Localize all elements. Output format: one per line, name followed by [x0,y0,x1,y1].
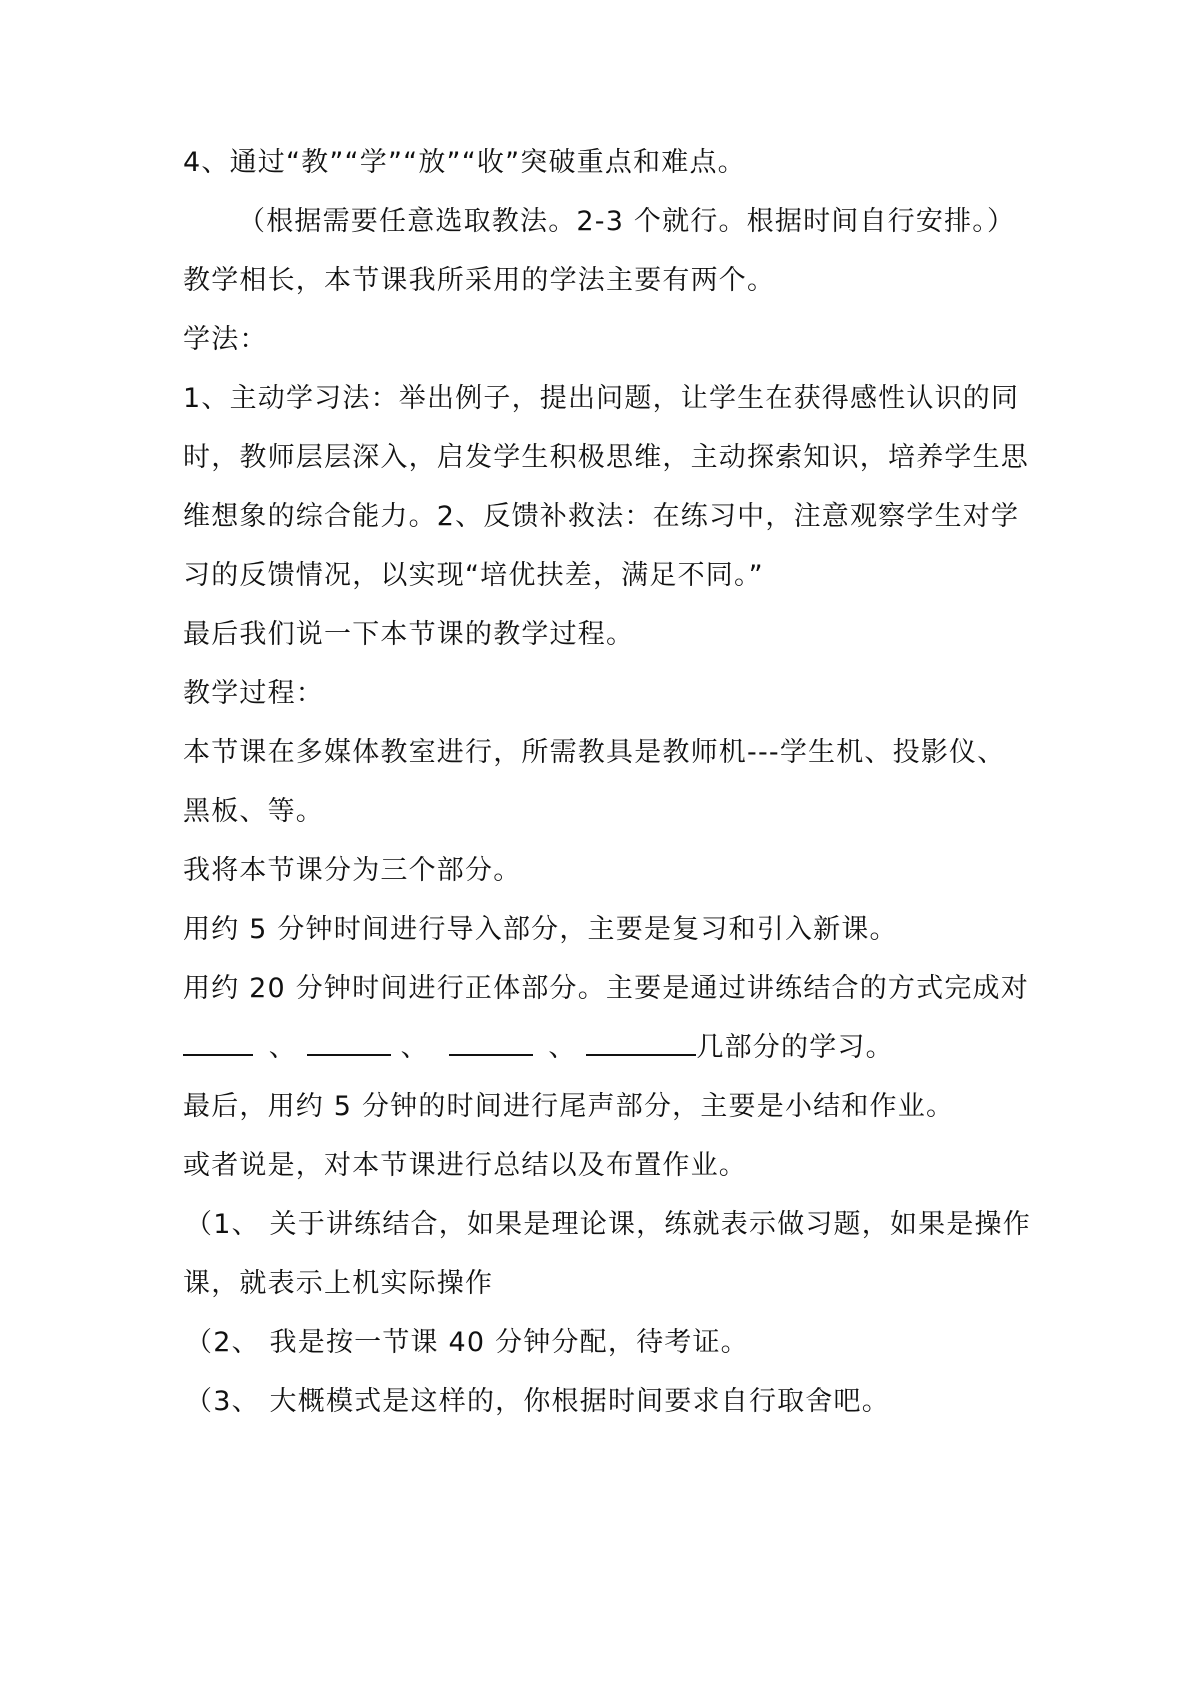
separator-3: 、 [548,1032,577,1063]
text-line-19: （1、 关于讲练结合，如果是理论课，练就表示做习题，如果是操作 [185,1209,1031,1240]
text-line-9: 最后我们说一下本节课的教学过程。 [183,619,635,650]
separator-1: 、 [268,1032,297,1063]
text-line-14: 用约 5 分钟时间进行导入部分，主要是复习和引入新课。 [183,914,898,945]
text-line-4: 学法： [183,324,268,355]
text-line-12: 黑板、等。 [183,796,324,827]
text-line-7: 维想象的综合能力。2、反馈补救法：在练习中，注意观察学生对学 [183,501,1020,532]
text-line-22: （3、 大概模式是这样的，你根据时间要求自行取舍吧。 [185,1386,890,1417]
blank-4 [586,1028,696,1056]
text-line-11: 本节课在多媒体教室进行，所需教具是教师机---学生机、投影仪、 [183,737,1006,768]
text-line-20: 课，就表示上机实际操作 [183,1268,494,1299]
text-line-16-tail: 几部分的学习。 [696,1032,894,1063]
text-line-1: 4、通过“教”“学”“放”“收”突破重点和难点。 [183,147,746,178]
blank-1 [183,1028,253,1056]
text-line-18: 或者说是，对本节课进行总结以及布置作业。 [183,1150,747,1181]
text-line-16-fill-blanks [183,1028,1043,1068]
text-line-15: 用约 20 分钟时间进行正体部分。主要是通过讲练结合的方式完成对 [183,973,1029,1004]
text-line-6: 时，教师层层深入，启发学生积极思维，主动探索知识，培养学生思 [183,442,1029,473]
blank-2 [307,1028,391,1056]
text-line-10: 教学过程： [183,678,324,709]
text-line-13: 我将本节课分为三个部分。 [183,855,522,886]
blank-3 [449,1028,533,1056]
text-line-2: （根据需要任意选取教法。2-3 个就行。根据时间自行安排。） [238,206,1016,237]
separator-2: 、 [400,1032,429,1063]
text-line-5: 1、主动学习法：举出例子，提出问题，让学生在获得感性认识的同 [183,383,1020,414]
text-line-3: 教学相长，本节课我所采用的学法主要有两个。 [183,265,776,296]
text-line-21: （2、 我是按一节课 40 分钟分配，待考证。 [185,1327,749,1358]
text-line-8: 习的反馈情况，以实现“培优扶差，满足不同。” [183,560,764,591]
text-line-17: 最后，用约 5 分钟的时间进行尾声部分，主要是小结和作业。 [183,1091,955,1122]
